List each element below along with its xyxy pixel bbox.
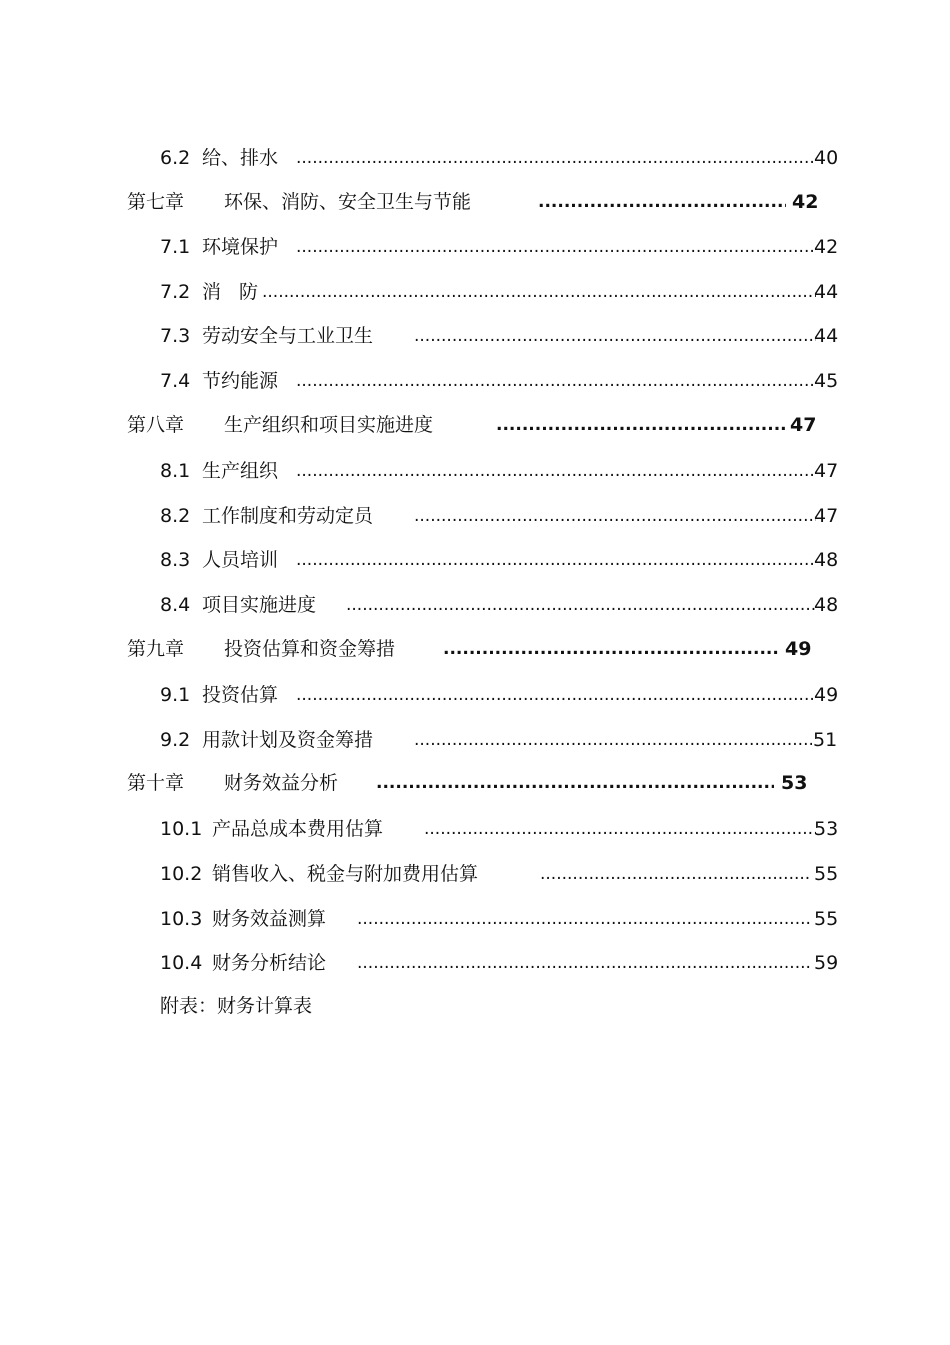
toc-chapter-number: 第九章 [127, 638, 185, 660]
toc-entry-page: 40 [814, 147, 839, 169]
toc-entry-page: 51 [813, 729, 838, 751]
dot-leader [296, 232, 816, 262]
toc-entry-page: 53 [814, 818, 839, 840]
dot-leader [346, 590, 816, 620]
dot-leader [296, 545, 816, 575]
toc-entry-number: 7.3 [160, 325, 191, 347]
toc-entry-number: 10.2 [160, 863, 203, 885]
toc-entry-title: 节约能源 [202, 370, 279, 392]
dot-leader [496, 410, 786, 440]
toc-chapter-number: 第七章 [127, 191, 185, 213]
toc-entry-title: 产品总成本费用估算 [212, 818, 384, 840]
dot-leader [296, 456, 816, 486]
toc-entry-number: 6.2 [160, 147, 191, 169]
toc-entry-page: 49 [814, 684, 839, 706]
toc-entry-title: 消 防 [202, 281, 265, 303]
toc-entry-title: 生产组织 [202, 460, 279, 482]
toc-entry-title: 给、排水 [202, 147, 279, 169]
toc-entry-page: 47 [814, 505, 839, 527]
dot-leader [296, 680, 816, 710]
dot-leader [376, 768, 774, 798]
toc-entry-page: 44 [814, 281, 839, 303]
toc-entry-page: 42 [814, 236, 839, 258]
toc-chapter-page: 47 [790, 414, 817, 436]
toc-entry-title: 人员培训 [202, 549, 279, 571]
dot-leader [357, 904, 812, 934]
toc-entry-title: 财务效益测算 [212, 908, 327, 930]
toc-entry-title: 财务分析结论 [212, 952, 327, 974]
toc-chapter-page: 42 [792, 191, 819, 213]
dot-leader [262, 277, 816, 307]
dot-leader [296, 366, 816, 396]
toc-entry-number: 7.4 [160, 370, 191, 392]
toc-chapter-title: 生产组织和项目实施进度 [224, 414, 434, 436]
toc-entry-title: 销售收入、税金与附加费用估算 [212, 863, 479, 885]
dot-leader [414, 321, 816, 351]
toc-entry-page: 48 [814, 594, 839, 616]
toc-chapter-title: 财务效益分析 [224, 772, 339, 794]
toc-chapter-title: 投资估算和资金筹措 [224, 638, 396, 660]
toc-entry-number: 10.3 [160, 908, 203, 930]
dot-leader [296, 143, 816, 173]
toc-entry-number: 7.1 [160, 236, 191, 258]
toc-entry-number: 10.1 [160, 818, 203, 840]
toc-chapter-page: 49 [785, 638, 812, 660]
toc-chapter-number: 第八章 [127, 414, 185, 436]
toc-entry-number: 8.3 [160, 549, 191, 571]
toc-entry-page: 55 [814, 863, 839, 885]
toc-chapter-title: 环保、消防、安全卫生与节能 [224, 191, 472, 213]
dot-leader [538, 187, 786, 217]
toc-entry-number: 7.2 [160, 281, 191, 303]
dot-leader [540, 859, 812, 889]
toc-entry-number: 9.2 [160, 729, 191, 751]
dot-leader [414, 501, 816, 531]
dot-leader [424, 814, 816, 844]
dot-leader [357, 948, 812, 978]
toc-entry-page: 55 [814, 908, 839, 930]
appendix-title: 附表：财务计算表 [160, 995, 313, 1017]
toc-entry-page: 59 [814, 952, 839, 974]
toc-entry-number: 8.1 [160, 460, 191, 482]
toc-entry-title: 环境保护 [202, 236, 279, 258]
toc-entry-number: 9.1 [160, 684, 191, 706]
toc-entry-title: 用款计划及资金筹措 [202, 729, 374, 751]
toc-entry-title: 项目实施进度 [202, 594, 317, 616]
toc-entry-title: 投资估算 [202, 684, 279, 706]
toc-entry-title: 劳动安全与工业卫生 [202, 325, 374, 347]
toc-chapter-number: 第十章 [127, 772, 185, 794]
toc-entry-number: 8.2 [160, 505, 191, 527]
toc-entry-number: 10.4 [160, 952, 203, 974]
dot-leader [414, 725, 812, 755]
toc-entry-page: 45 [814, 370, 839, 392]
dot-leader [443, 634, 780, 664]
toc-chapter-page: 53 [781, 772, 808, 794]
toc-entry-page: 48 [814, 549, 839, 571]
toc-entry-number: 8.4 [160, 594, 191, 616]
toc-entry-page: 47 [814, 460, 839, 482]
toc-entry-page: 44 [814, 325, 839, 347]
toc-entry-title: 工作制度和劳动定员 [202, 505, 374, 527]
